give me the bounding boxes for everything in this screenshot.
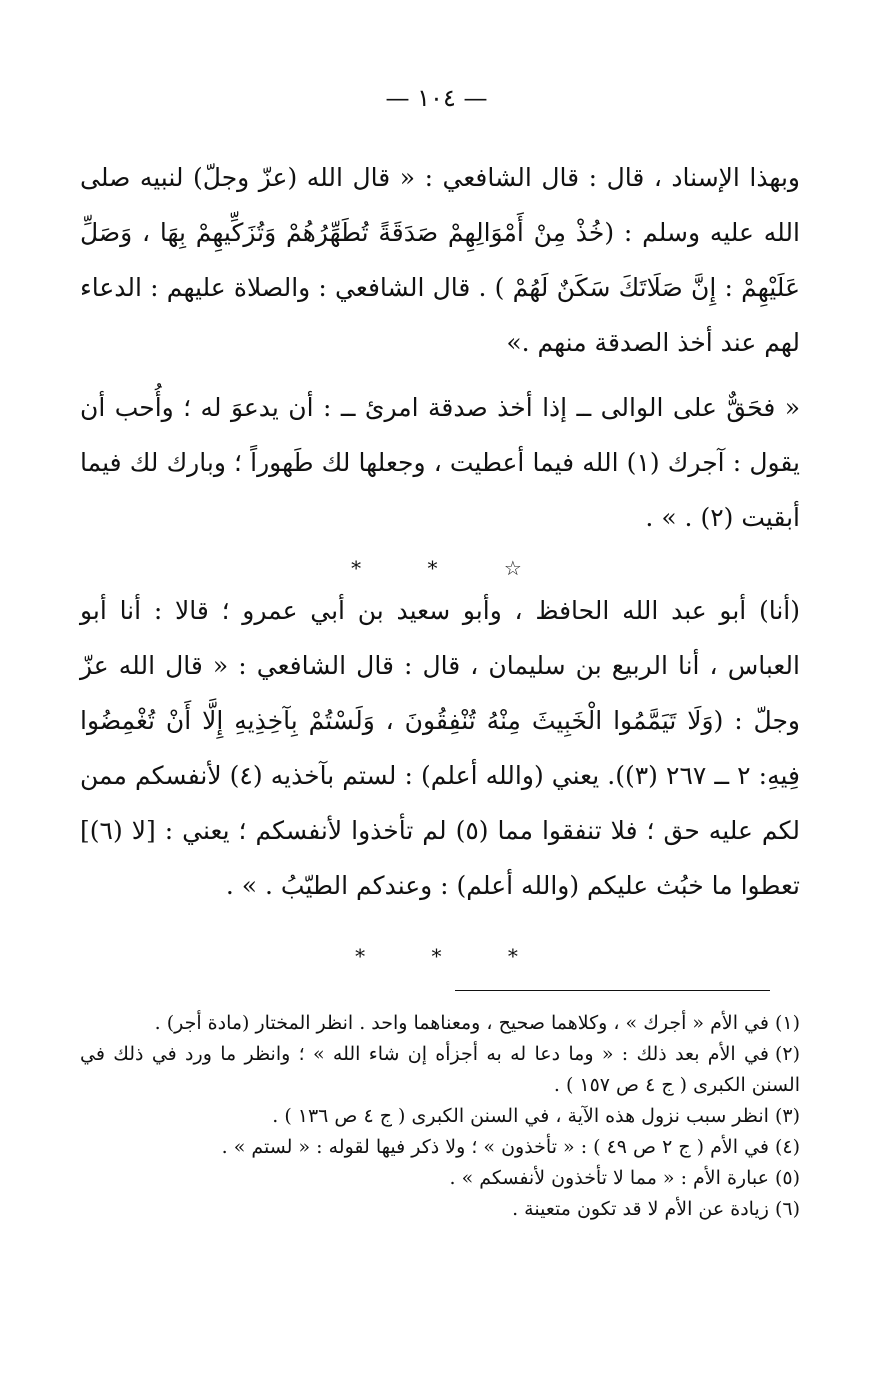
- section-separator: * * *: [355, 944, 518, 968]
- footnotes: [80, 1008, 800, 1225]
- footnote-number: (٦): [774, 1198, 800, 1220]
- paragraph-1: وبهذا الإسناد ، قال : قال الشافعي : « قال الله (عزّ وجلّ) لنبيه صلى الله عليه وسلم : (خُذْ مِنْ أَمْوَالِهِمْ صَدَقَةً تُطَهِّرُهُمْ وَتُزَكِّيهِمْ بِهَا ، وَصَلِّ عَلَيْهِمْ : إِنَّ صَلَاتَكَ سَكَنٌ لَهُمْ ) . قال الشافعي : والصلاة عليهم : الدعاء لهم عند أخذ الصدقة منهم .»: [80, 163, 800, 357]
- footnote: [80, 1132, 800, 1163]
- footnote-text: عبارة الأم : « مما لا تأخذون لأنفسكم » .: [449, 1167, 769, 1189]
- footnote-divider: [455, 990, 770, 991]
- footnote-number: (٥): [774, 1167, 800, 1189]
- paragraph-3: (أنا) أبو عبد الله الحافظ ، وأبو سعيد بن أبي عمرو ؛ قالا : أنا أبو العباس ، أنا الربيع بن سليمان ، قال : قال الشافعي : « قال الله عزّ وجلّ : (وَلَا تَيَمَّمُوا الْخَبِيثَ مِنْهُ تُنْفِقُونَ ، وَلَسْتُمْ بِآخِذِيهِ إِلَّا أَنْ تُغْمِضُوا فِيهِ: ٢ ــ ٢٦٧ (٣)). يعني (والله أعلم) : لستم بآخذيه (٤) لأنفسكم ممن لكم عليه حق ؛ فلا تنفقوا مما (٥) لم تأخذوا لأنفسكم ؛ يعني : [لا (٦)] تعطوا ما خبُث عليكم (والله أعلم) : وعندكم الطيّبُ . » .: [80, 596, 800, 900]
- footnote-number: (٤): [774, 1136, 800, 1158]
- footnote-text: في الأم « أجرك » ، وكلاهما صحيح ، ومعناهما واحد . انظر المختار (مادة أجر) .: [154, 1012, 769, 1034]
- footnote-text: زيادة عن الأم لا قد تكون متعينة .: [512, 1198, 769, 1220]
- footnote: [80, 1008, 800, 1039]
- footnote: [80, 1194, 800, 1225]
- footnote-text: انظر سبب نزول هذه الآية ، في السنن الكبرى ( ج ٤ ص ١٣٦ ) .: [272, 1105, 769, 1127]
- footnote: [80, 1039, 800, 1101]
- footnote: [80, 1163, 800, 1194]
- footnote-number: (٢): [774, 1043, 800, 1065]
- page-number: — ١٠٤ —: [385, 84, 488, 112]
- footnote-number: (١): [774, 1012, 800, 1034]
- paragraph-2: « فحَقٌّ على الوالى ــ إذا أخذ صدقة امرئ ــ : أن يدعوَ له ؛ وأُحب أن يقول : آجرك (١) الله فيما أعطيت ، وجعلها لك طَهوراً ؛ وبارك لك فيما أبقيت (٢) . » .: [80, 393, 801, 532]
- footnote-text: في الأم بعد ذلك : « وما دعا له به أجزأه إن شاء الله » ؛ وانظر ما ورد في ذلك في السنن الكبرى ( ج ٤ ص ١٥٧ ) .: [80, 1043, 800, 1096]
- footnote-text: في الأم ( ج ٢ ص ٤٩ ) : « تأخذون » ؛ ولا ذكر فيها لقوله : « لستم » .: [221, 1136, 769, 1158]
- footnote: [80, 1101, 800, 1132]
- section-separator: * * ☆: [351, 556, 522, 580]
- footnote-number: (٣): [774, 1105, 800, 1127]
